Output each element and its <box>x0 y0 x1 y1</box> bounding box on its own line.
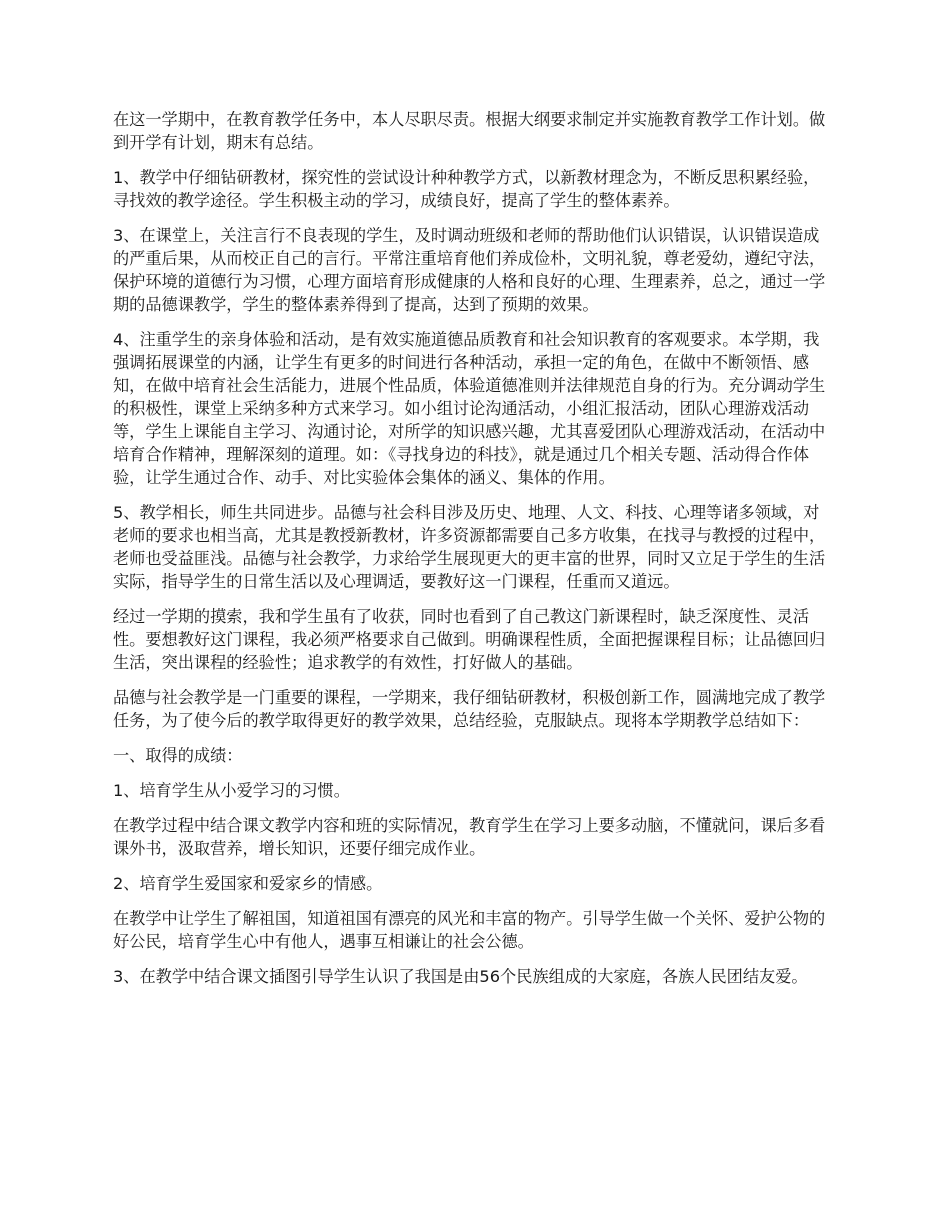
paragraph-reflection: 经过一学期的摸索，我和学生虽有了收获，同时也看到了自己教这门新课程时，缺乏深度性、灵活性。要想教好这门课程，我必须严格要求自己做到。明确课程性质，全面把握课程目标；让品德回归生活，突出课程的经验性；追求教学的有效性，打好做人的基础。 <box>113 607 826 672</box>
document-body <box>113 108 835 1000</box>
list-item-3-body: 3、在教学中结合课文插图引导学生认识了我国是由56个民族组成的大家庭，各族人民团结友爱。 <box>113 967 808 986</box>
paragraph-point-4: 4、注重学生的亲身体验和活动，是有效实施道德品质教育和社会知识教育的客观要求。本学期，我强调拓展课堂的内涵，让学生有更多的时间进行各种活动，承担一定的角色，在做中不断领悟、感知，在做中培育社会生活能力，进展个性品质，体验道德准则并法律规范自身的行为。充分调动学生的积极性，课堂上采纳多种方式来学习。如小组讨论沟通活动，小组汇报活动，团队心理游戏活动等，学生上课能自主学习、沟通讨论，对所学的知识感兴趣，尤其喜爱团队心理游戏活动，在活动中培育合作精神，理解深刻的道理。如：《寻找身边的科技》，就是通过几个相关专题、活动得合作体验，让学生通过合作、动手、对比实验体会集体的涵义、集体的作用。 <box>113 330 826 487</box>
paragraph-point-3: 3、在课堂上，关注言行不良表现的学生，及时调动班级和老师的帮助他们认识错误，认识错误造成的严重后果，从而校正自己的言行。平常注重培育他们养成俭朴，文明礼貌，尊老爱幼，遵纪守法，保护环境的道德行为习惯，心理方面培育形成健康的人格和良好的心理、生理素养，总之，通过一学期的品德课教学，学生的整体素养得到了提高，达到了预期的效果。 <box>113 226 826 314</box>
list-item-1-body: 在教学过程中结合课文教学内容和班的实际情况，教育学生在学习上要多动脑，不懂就问，课后多看课外书，汲取营养，增长知识，还要仔细完成作业。 <box>113 816 826 858</box>
list-item-2-body: 在教学中让学生了解祖国，知道祖国有漂亮的风光和丰富的物产。引导学生做一个关怀、爱护公物的好公民，培育学生心中有他人，遇事互相谦让的社会公德。 <box>113 909 826 951</box>
paragraph-point-5: 5、教学相长，师生共同进步。品德与社会科目涉及历史、地理、人文、科技、心理等诸多领域，对老师的要求也相当高，尤其是教授新教材，许多资源都需要自己多方收集，在找寻与教授的过程中，老师也受益匪浅。品德与社会教学，力求给学生展现更大的更丰富的世界，同时又立足于学生的生活实际，指导学生的日常生活以及心理调适，要教好这一门课程，任重而又道远。 <box>113 503 826 591</box>
list-item-2-heading: 2、培育学生爱国家和爱家乡的情感。 <box>113 874 383 893</box>
paragraph-intro: 在这一学期中，在教育教学任务中，本人尽职尽责。根据大纲要求制定并实施教育教学工作计划。做到开学有计划，期末有总结。 <box>113 110 826 152</box>
paragraph-point-1: 1、教学中仔细钻研教材，探究性的尝试设计种种教学方式，以新教材理念为，不断反思积累经验，寻找效的教学途径。学生积极主动的学习，成绩良好，提高了学生的整体素养。 <box>113 168 820 210</box>
paragraph-summary-intro: 品德与社会教学是一门重要的课程，一学期来，我仔细钻研教材，积极创新工作，圆满地完成了教学任务，为了使今后的教学取得更好的教学效果，总结经验，克服缺点。现将本学期教学总结如下： <box>113 688 826 730</box>
list-item-1-heading: 1、培育学生从小爱学习的习惯。 <box>113 781 350 800</box>
section-heading-achievements: 一、取得的成绩： <box>113 746 243 765</box>
